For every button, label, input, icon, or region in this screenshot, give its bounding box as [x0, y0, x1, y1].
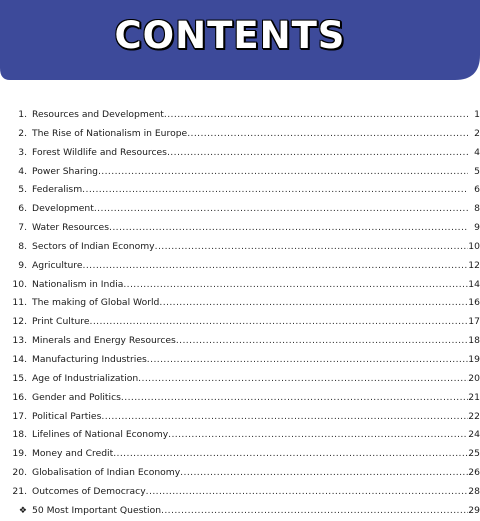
toc-entry-page: 20: [468, 372, 480, 384]
toc-entry-page: 21: [468, 391, 480, 403]
toc-entry-title: Minerals and Energy Resources: [32, 335, 176, 347]
toc-entry-title: The making of Global World: [32, 297, 160, 309]
toc-entry-title: Globalisation of Indian Economy: [32, 467, 181, 479]
toc-dot-leader: [180, 464, 468, 483]
toc-entry-page: 4: [474, 146, 480, 158]
toc-dot-leader: [167, 144, 468, 163]
toc-entry-number: 17.: [12, 410, 27, 422]
toc-entry[interactable]: [0, 483, 480, 502]
toc-entry-page: 10: [468, 240, 480, 252]
toc-entry-page: 24: [468, 429, 480, 441]
toc-dot-leader: [98, 163, 468, 182]
toc-entry-title: Age of Industrialization: [32, 372, 139, 384]
contents-banner: [0, 0, 480, 80]
toc-entry-number: 21.: [12, 485, 27, 497]
toc-entry-page: 29: [468, 504, 480, 516]
toc-dot-leader: [147, 351, 468, 370]
toc-dot-leader: [187, 125, 468, 144]
toc-dot-leader: [101, 408, 468, 427]
toc-entry-number: 12.: [12, 316, 27, 328]
toc-entry[interactable]: [0, 313, 480, 332]
toc-entry-page: 2: [474, 127, 480, 139]
toc-entry-number: ❖: [18, 505, 27, 516]
toc-entry-number: 3.: [18, 146, 27, 158]
toc-entry-page: 26: [468, 467, 480, 479]
toc-entry[interactable]: [0, 200, 480, 219]
toc-entry[interactable]: [0, 163, 480, 182]
toc-entry-title: Outcomes of Democracy: [32, 485, 146, 497]
toc-entry[interactable]: [0, 181, 480, 200]
toc-entry[interactable]: [0, 408, 480, 427]
toc-entry[interactable]: [0, 370, 480, 389]
toc-entry[interactable]: [0, 426, 480, 445]
toc-dot-leader: [83, 257, 468, 276]
toc-entry-number: 11.: [12, 297, 27, 309]
toc-entry[interactable]: [0, 144, 480, 163]
toc-dot-leader: [90, 313, 469, 332]
toc-entry[interactable]: [0, 332, 480, 351]
table-of-contents: [0, 106, 480, 521]
toc-dot-leader: [94, 200, 468, 219]
toc-dot-leader: [113, 445, 468, 464]
toc-entry-number: 4.: [18, 165, 27, 177]
toc-entry-number: 13.: [12, 335, 27, 347]
toc-entry-title: Print Culture: [32, 316, 90, 328]
toc-entry-page: 1: [474, 109, 480, 120]
toc-entry-title: Forest Wildlife and Resources: [32, 146, 167, 158]
toc-entry-title: Sectors of Indian Economy: [32, 240, 155, 252]
toc-dot-leader: [82, 181, 468, 200]
toc-dot-leader: [164, 106, 468, 125]
toc-entry-number: 16.: [12, 391, 27, 403]
toc-entry-number: 5.: [18, 184, 27, 196]
toc-entry[interactable]: [0, 219, 480, 238]
toc-entry-title: Development: [32, 203, 94, 215]
toc-entry[interactable]: [0, 106, 480, 125]
toc-entry-page: 19: [468, 353, 480, 365]
toc-entry-title: Lifelines of National Economy: [32, 429, 169, 441]
toc-entry-number: 20.: [12, 467, 27, 479]
toc-dot-leader: [176, 332, 468, 351]
toc-dot-leader: [146, 483, 468, 502]
toc-entry[interactable]: [0, 125, 480, 144]
toc-entry-page: 28: [468, 485, 480, 497]
toc-dot-leader: [155, 238, 468, 257]
toc-entry-page: 9: [474, 222, 480, 234]
toc-dot-leader: [168, 426, 468, 445]
toc-entry-page: 8: [474, 203, 480, 215]
toc-dot-leader: [138, 370, 468, 389]
toc-entry-page: 22: [468, 410, 480, 422]
toc-entry-page: 14: [468, 278, 480, 290]
toc-entry[interactable]: [0, 294, 480, 313]
toc-entry-title: The Rise of Nationalism in Europe: [32, 127, 188, 139]
toc-entry-number: 8.: [18, 240, 27, 252]
toc-entry-page: 6: [474, 184, 480, 196]
toc-entry-number: 15.: [12, 372, 27, 384]
toc-entry[interactable]: [0, 464, 480, 483]
toc-dot-leader: [109, 219, 468, 238]
toc-entry-page: 12: [468, 259, 480, 271]
toc-entry-title: Money and Credit: [32, 448, 114, 460]
page-title: CONTENTS: [114, 14, 346, 57]
toc-dot-leader: [123, 276, 468, 295]
toc-entry-title: Nationalism in India: [32, 278, 124, 290]
toc-entry-page: 17: [468, 316, 480, 328]
toc-entry-number: 10.: [12, 278, 27, 290]
toc-entry-number: 2.: [18, 127, 27, 139]
toc-entry-title: Water Resources: [32, 222, 109, 234]
toc-entry-title: Political Parties: [32, 410, 102, 422]
toc-entry-page: 16: [468, 297, 480, 309]
toc-dot-leader: [161, 502, 468, 521]
toc-entry-title: Resources and Development: [32, 109, 164, 120]
toc-entry-page: 5: [474, 165, 480, 177]
toc-entry-number: 1.: [18, 109, 27, 120]
toc-entry-title: 50 Most Important Question: [32, 504, 162, 516]
toc-entry-number: 19.: [12, 448, 27, 460]
toc-entry[interactable]: [0, 445, 480, 464]
toc-entry-title: Agriculture: [32, 259, 83, 271]
toc-dot-leader: [159, 294, 468, 313]
toc-entry[interactable]: [0, 276, 480, 295]
toc-entry[interactable]: [0, 389, 480, 408]
toc-entry-number: 7.: [18, 222, 27, 234]
toc-entry[interactable]: [0, 351, 480, 370]
toc-entry-title: Manufacturing Industries: [32, 353, 147, 365]
toc-entry-number: 6.: [18, 203, 27, 215]
toc-entry-number: 18.: [12, 429, 27, 441]
toc-entry[interactable]: [0, 502, 480, 521]
toc-entry-title: Gender and Politics: [32, 391, 121, 403]
toc-dot-leader: [121, 389, 468, 408]
toc-entry[interactable]: [0, 257, 480, 276]
toc-entry-title: Federalism: [32, 184, 83, 196]
toc-entry-number: 14.: [12, 353, 27, 365]
toc-entry-page: 25: [468, 448, 480, 460]
toc-entry-page: 18: [468, 335, 480, 347]
toc-entry[interactable]: [0, 238, 480, 257]
toc-entry-number: 9.: [18, 259, 27, 271]
toc-entry-title: Power Sharing: [32, 165, 98, 177]
